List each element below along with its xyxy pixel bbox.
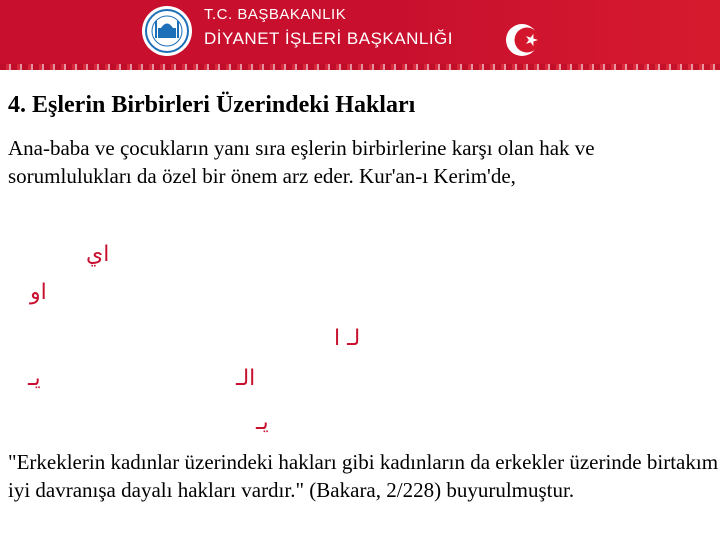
header-banner bbox=[0, 0, 720, 70]
arabic-fragment: يـ bbox=[28, 366, 41, 391]
intro-paragraph: Ana-baba ve çocukların yanı sıra eşlerin birbirlerine karşı olan hak ve sorumlulukları da özel bir önem arz eder. Kur'an-ı Kerim'de, bbox=[8, 136, 595, 188]
banner-fringe bbox=[0, 64, 720, 70]
quote-paragraph: "Erkeklerin kadınlar üzerindeki hakları gibi kadınların da erkekler üzerinde birtakım iyi davranışa dayalı hakları vardır." (Bakara, 2/228) buyurulmuştur. bbox=[8, 450, 719, 502]
arabic-fragment: اي bbox=[86, 242, 110, 267]
institution-name bbox=[204, 6, 453, 49]
arabic-fragment: الـ bbox=[236, 366, 256, 391]
crescent-star-icon bbox=[502, 18, 546, 62]
arabic-fragment: او bbox=[30, 280, 47, 305]
section-heading: 4. Eşlerin Birbirleri Üzerindeki Hakları bbox=[8, 92, 416, 118]
institution-line-1: T.C. BAŞBAKANLIK bbox=[204, 6, 347, 23]
institution-line-2: DİYANET İŞLERİ BAŞKANLIĞI bbox=[204, 29, 454, 48]
diyanet-logo-icon bbox=[140, 4, 194, 58]
arabic-fragment: يـ bbox=[256, 410, 269, 435]
arabic-fragment: لـ ا bbox=[334, 326, 361, 351]
